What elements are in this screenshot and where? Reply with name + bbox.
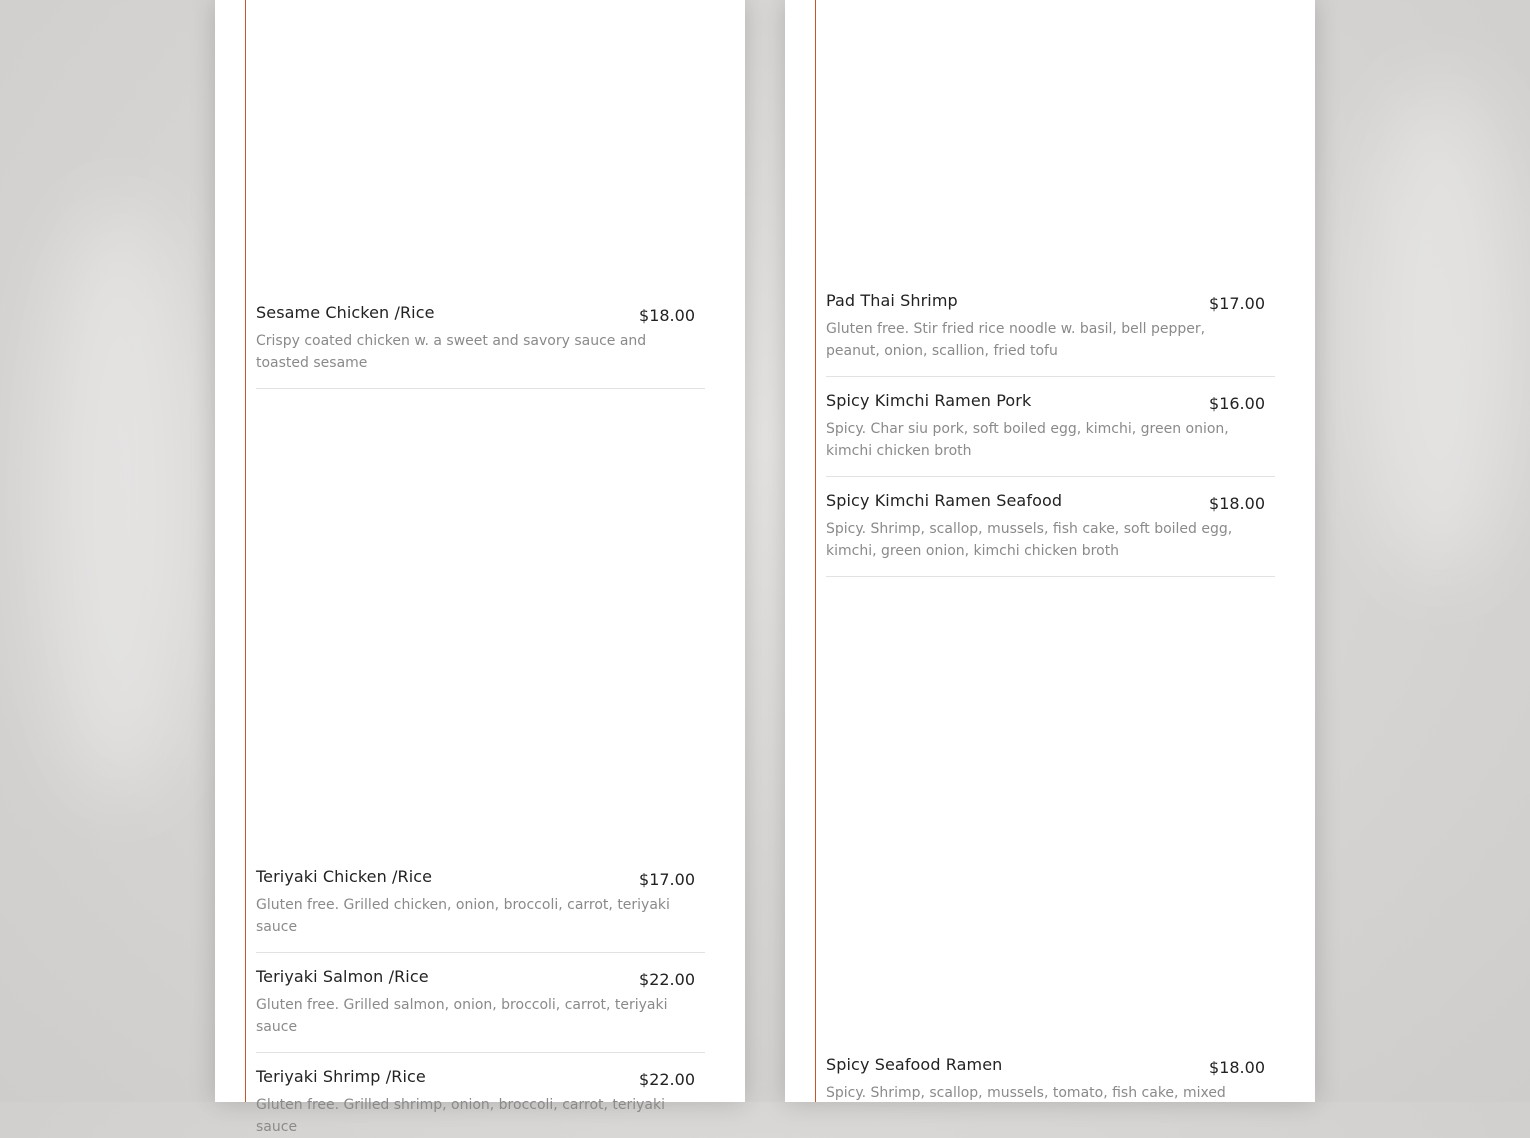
menu-item-description: Gluten free. Grilled salmon, onion, broccoli, carrot, teriyaki sauce bbox=[256, 997, 668, 1035]
menu-item-price: $22.00 bbox=[639, 1070, 695, 1089]
menu-item-name: Spicy Seafood Ramen bbox=[826, 1055, 1003, 1074]
menu-item-description: Spicy. Char siu pork, soft boiled egg, kimchi, green onion, kimchi chicken broth bbox=[826, 421, 1229, 459]
menu-item-price: $16.00 bbox=[1209, 394, 1265, 413]
column-accent-rule bbox=[815, 0, 816, 1102]
menu-item[interactable] bbox=[826, 491, 1275, 577]
menu-item-price: $18.00 bbox=[639, 306, 695, 325]
menu-item-description: Gluten free. Grilled shrimp, onion, broccoli, carrot, teriyaki sauce bbox=[256, 1097, 666, 1135]
menu-item[interactable] bbox=[826, 391, 1275, 477]
menu-item-price: $18.00 bbox=[1209, 1058, 1265, 1077]
menu-item[interactable] bbox=[256, 1067, 705, 1135]
menu-item-price: $18.00 bbox=[1209, 494, 1265, 513]
column-accent-rule bbox=[245, 0, 246, 1102]
menu-item-description: Spicy. Shrimp, scallop, mussels, tomato, fish cake, mixed bbox=[826, 1085, 1226, 1101]
menu-item-description: Gluten free. Stir fried rice noodle w. basil, bell pepper, peanut, onion, scallion, fried tofu bbox=[826, 321, 1206, 359]
menu-item-name: Sesame Chicken /Rice bbox=[256, 303, 435, 322]
menu-item-name: Pad Thai Shrimp bbox=[826, 291, 958, 310]
menu-item-price: $17.00 bbox=[1209, 294, 1265, 313]
menu-item[interactable] bbox=[256, 867, 705, 953]
menu-item-name: Teriyaki Salmon /Rice bbox=[256, 967, 429, 986]
menu-column-right bbox=[785, 0, 1315, 1102]
menu-item-name: Spicy Kimchi Ramen Seafood bbox=[826, 491, 1063, 510]
menu-item[interactable] bbox=[826, 291, 1275, 377]
menu-item-description: Spicy. Shrimp, scallop, mussels, fish cake, soft boiled egg, kimchi, green onion, kimchi chicken broth bbox=[826, 521, 1233, 559]
menu-item-name: Teriyaki Chicken /Rice bbox=[256, 867, 433, 886]
menu-item-name: Teriyaki Shrimp /Rice bbox=[256, 1067, 426, 1086]
menu-item[interactable] bbox=[256, 967, 705, 1053]
menu-column-left bbox=[215, 0, 745, 1135]
menu-item-description: Gluten free. Grilled chicken, onion, broccoli, carrot, teriyaki sauce bbox=[256, 897, 670, 935]
menu-item[interactable] bbox=[256, 303, 705, 389]
menu-item-description: Crispy coated chicken w. a sweet and savory sauce and toasted sesame bbox=[256, 333, 647, 371]
menu-item-price: $17.00 bbox=[639, 870, 695, 889]
menu-item-price: $22.00 bbox=[639, 970, 695, 989]
menu-item-name: Spicy Kimchi Ramen Pork bbox=[826, 391, 1032, 410]
menu-item[interactable] bbox=[826, 1055, 1275, 1102]
